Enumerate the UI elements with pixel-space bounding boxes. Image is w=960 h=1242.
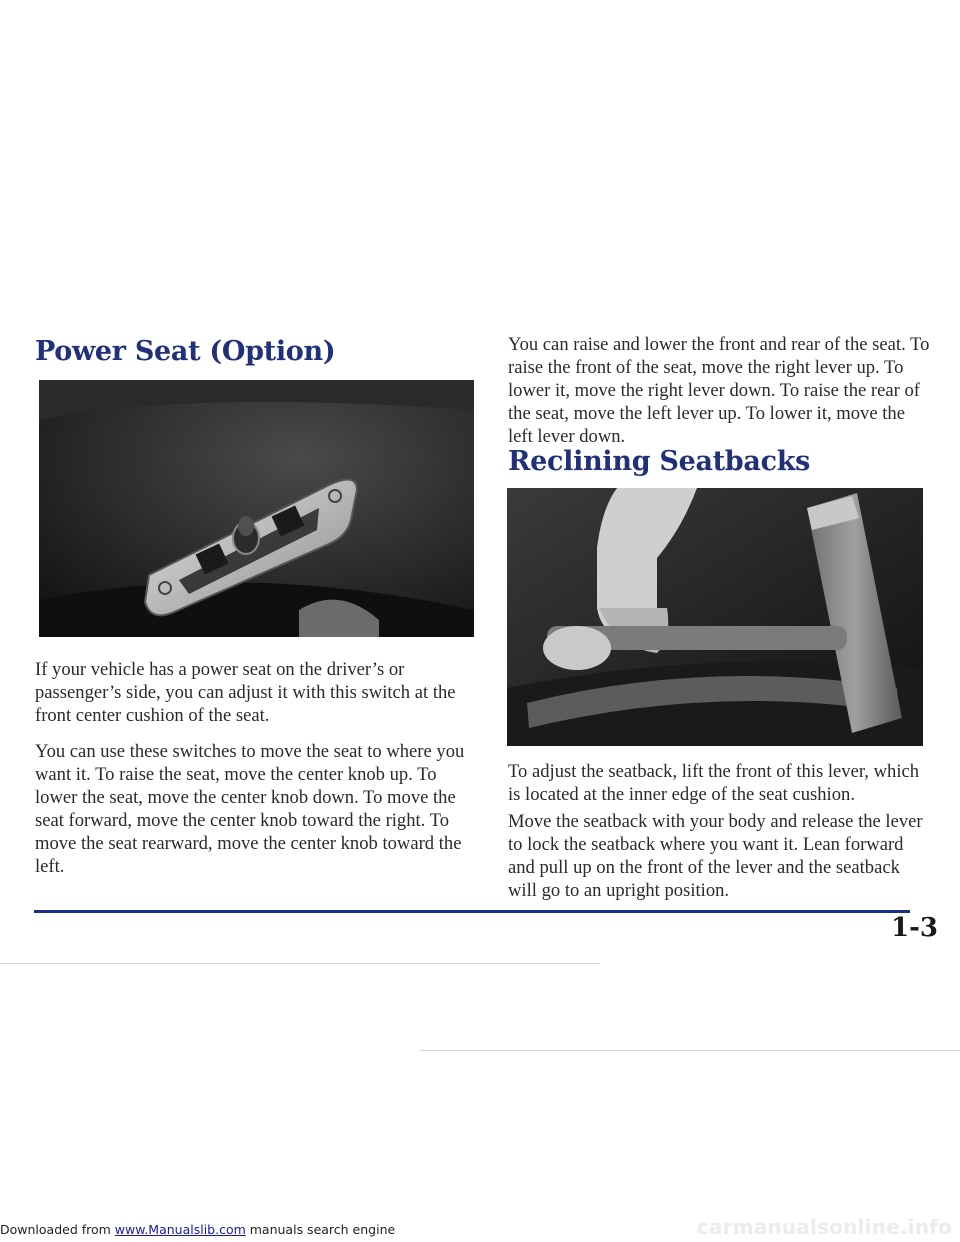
power-seat-paragraph: You can use these switches to move the seat to where you want it. To raise the seat, move the center knob up. To lower the seat, move the center knob down. To move the seat forward, move the center knob toward the right. To move the seat rearward, move the center knob toward the left.	[35, 741, 465, 877]
page-number: 1-3	[891, 913, 938, 943]
power-seat-heading: Power Seat (Option)	[35, 336, 336, 367]
page-rule	[34, 910, 910, 913]
footer-suffix: manuals search engine	[245, 1222, 396, 1237]
download-footer	[0, 1222, 395, 1237]
watermark: carmanualsonline.info	[696, 1215, 952, 1239]
reclining-seatbacks-heading: Reclining Seatbacks	[508, 446, 811, 477]
seat-front-rear-paragraph: You can raise and lower the front and rear of the seat. To raise the front of the seat, move the right lever up. To lower it, move the right lever down. To raise the rear of the seat, move the left lever up. To lower it, move the left lever down.	[508, 334, 930, 447]
manualslib-link[interactable]: www.Manualslib.com	[114, 1222, 246, 1237]
seatback-lever-photo	[507, 488, 923, 746]
seatback-paragraph: To adjust the seatback, lift the front of this lever, which is located at the inner edge of the seat cushion.	[508, 761, 920, 805]
footer-prefix: Downloaded from	[0, 1222, 115, 1237]
scan-divider	[420, 1050, 960, 1051]
seatback-paragraph: Move the seatback with your body and release the lever to lock the seatback where you want it. Lean forward and pull up on the front of the lever and the seatback will go to an upright position.	[508, 811, 923, 901]
scan-divider	[0, 963, 600, 964]
power-seat-paragraph: If your vehicle has a power seat on the driver’s or passenger’s side, you can adjust it with this switch at the front center cushion of the seat.	[35, 659, 456, 726]
power-seat-switch-photo	[39, 380, 474, 637]
